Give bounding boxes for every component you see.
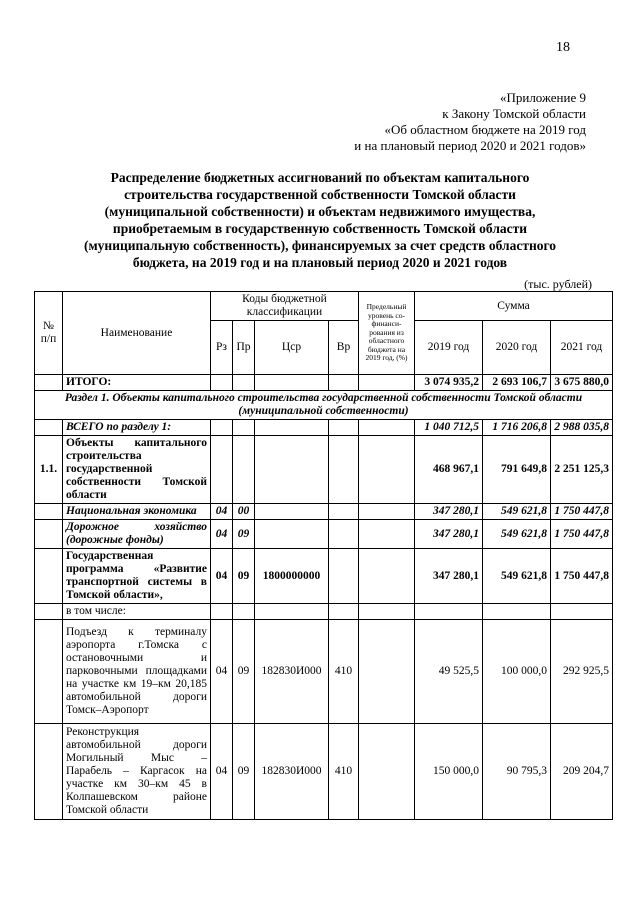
budget-table <box>34 291 613 820</box>
cell-rz: 04 <box>211 504 233 520</box>
cell-pr: 09 <box>233 620 255 724</box>
section-heading: Раздел 1. Объекты капитального строительства государственной собственности Томской области (муниципальной собственности) <box>35 391 613 420</box>
cell-2020: 549 621,8 <box>483 549 551 604</box>
table-row-1-1 <box>35 436 613 504</box>
cell-2020: 90 795,3 <box>483 724 551 820</box>
table-row-section <box>35 391 613 420</box>
cell-2021: 1 750 447,8 <box>551 549 613 604</box>
header-vr: Вр <box>329 321 359 375</box>
row-name: Объекты капитального строительства государственной собственности Томской области <box>63 436 211 504</box>
header-num: № п/п <box>35 292 63 375</box>
cell-2021: 2 988 035,8 <box>551 420 613 436</box>
appendix-line: к Закону Томской области <box>442 106 586 121</box>
appendix-line: «Об областном бюджете на 2019 год <box>384 122 586 137</box>
cell-2021: 1 750 447,8 <box>551 520 613 549</box>
row-name: Государственная программа «Развитие транспортной системы в Томской области», <box>63 549 211 604</box>
cell-2019: 49 525,5 <box>415 620 483 724</box>
cell-rz: 04 <box>211 724 233 820</box>
table-row-total <box>35 375 613 391</box>
cell-2021: 209 204,7 <box>551 724 613 820</box>
cell-pr: 00 <box>233 504 255 520</box>
table-row <box>35 724 613 820</box>
header-csr: Цср <box>255 321 329 375</box>
header-2021: 2021 год <box>551 321 613 375</box>
cell-csr: 182830И000 <box>255 724 329 820</box>
title-line: (муниципальную собственность), финансируемых за счет средств областного <box>83 238 557 253</box>
cell-rz: 04 <box>211 520 233 549</box>
appendix-line: «Приложение 9 <box>499 90 586 105</box>
cell-vr: 410 <box>329 724 359 820</box>
appendix-header <box>354 90 586 154</box>
table-row-program <box>35 549 613 604</box>
cell-2019: 347 280,1 <box>415 520 483 549</box>
cell-2019: 468 967,1 <box>415 436 483 504</box>
header-2019: 2019 год <box>415 321 483 375</box>
cell-2020: 2 693 106,7 <box>483 375 551 391</box>
cell-pr: 09 <box>233 724 255 820</box>
cell-2019: 150 000,0 <box>415 724 483 820</box>
cell-2020: 1 716 206,8 <box>483 420 551 436</box>
cell-csr: 1800000000 <box>255 549 329 604</box>
table-row-economy <box>35 504 613 520</box>
cell-2020: 549 621,8 <box>483 504 551 520</box>
cell-rz: 04 <box>211 620 233 724</box>
page-number: 18 <box>556 40 570 55</box>
cell-2021: 2 251 125,3 <box>551 436 613 504</box>
cell-csr: 182830И000 <box>255 620 329 724</box>
appendix-line: и на плановый период 2020 и 2021 годов» <box>354 138 586 153</box>
row-name: Реконструкция автомобильной дороги Могильный Мыс – Парабель – Каргасок на участке км 30–км 45 в Колпашевском районе Томской области <box>63 724 211 820</box>
header-pr: Пр <box>233 321 255 375</box>
row-name: Национальная экономика <box>63 504 211 520</box>
units-label: (тыс. рублей) <box>524 277 592 291</box>
header-name: Наименование <box>63 292 211 375</box>
cell-2020: 791 649,8 <box>483 436 551 504</box>
row-num: 1.1. <box>35 436 63 504</box>
document-title <box>60 169 580 271</box>
cell-2019: 347 280,1 <box>415 504 483 520</box>
title-line: (муниципальной собственности) и объектам недвижимого имущества, <box>104 204 536 219</box>
row-name: ВСЕГО по разделу 1: <box>63 420 211 436</box>
title-line: Распределение бюджетных ассигнований по объектам капитального <box>110 170 530 185</box>
cell-pr: 09 <box>233 549 255 604</box>
cell-pr: 09 <box>233 520 255 549</box>
row-name: Дорожное хозяйство (дорожные фонды) <box>63 520 211 549</box>
header-rz: Рз <box>211 321 233 375</box>
row-name: в том числе: <box>63 604 211 620</box>
header-limit: Предельный уровень со-финанси-рования из областного бюджета на 2019 год, (%) <box>359 292 415 375</box>
cell-2019: 347 280,1 <box>415 549 483 604</box>
cell-2020: 549 621,8 <box>483 520 551 549</box>
table-row <box>35 620 613 724</box>
cell-2021: 292 925,5 <box>551 620 613 724</box>
table-row-section-total <box>35 420 613 436</box>
title-line: приобретаемым в государственную собственность Томской области <box>112 221 528 236</box>
table-row-roads <box>35 520 613 549</box>
title-line: бюджета, на 2019 год и на плановый период 2020 и 2021 годов <box>132 255 508 270</box>
cell-2019: 3 074 935,2 <box>415 375 483 391</box>
row-name: Подъезд к терминалу аэропорта г.Томска с остановочными и парковочными площадками на участке км 19–км 20,185 автомобильной дороги Томск–Аэропорт <box>63 620 211 724</box>
title-line: строительства государственной собственности Томской области <box>124 187 516 202</box>
cell-2019: 1 040 712,5 <box>415 420 483 436</box>
header-2020: 2020 год <box>483 321 551 375</box>
header-codes: Коды бюджетной классификации <box>211 292 359 321</box>
cell-2021: 1 750 447,8 <box>551 504 613 520</box>
cell-2020: 100 000,0 <box>483 620 551 724</box>
cell-2021: 3 675 880,0 <box>551 375 613 391</box>
row-name: ИТОГО: <box>63 375 211 391</box>
table-row-including <box>35 604 613 620</box>
cell-rz: 04 <box>211 549 233 604</box>
cell-vr: 410 <box>329 620 359 724</box>
header-sum: Сумма <box>415 292 613 321</box>
